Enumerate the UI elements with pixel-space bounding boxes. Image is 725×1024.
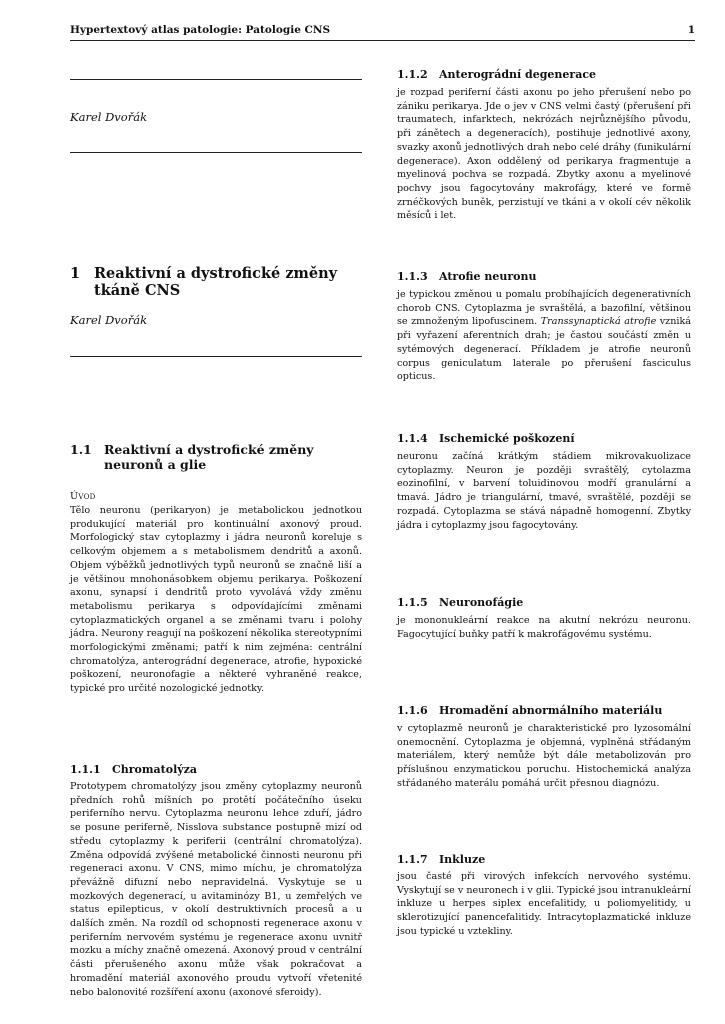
subsection-1-1-4-heading: [397, 432, 691, 445]
subsection-1-1-2-text: je rozpad periferní části axonu po jeho přerušení nebo po zániku perikarya. Jde o jev v CNS velmi častý (přerušení při traumatech, infarktech, nekrózách nejrůznějšího původu, při zánětech a degeneracích), postihuje jednotlivé axony, svazky axonů jednotlivých drah nebo celé dráhy (funikulární degenerace). Axon oddělený od perikarya fragmentuje a myelinová pochva se rozpadá. Zbytky axonu a myelinové pochvy jsou fagocytovány makrofágy, které ve formě zrnéčkových buněk, perzistují ve tkáni a v okolí cév několik měsíců i let.: [397, 87, 691, 222]
subsection-title: Anterográdní degenerace: [439, 68, 597, 81]
subsection-1-1-1-heading: [70, 763, 362, 776]
text-segment: je typickou změnou u pomalu probíhajících degenerativních chorob CNS. Cytoplazma je svraštělá, a bazofilní, většinou se zmnoženým lipofuscinem.: [397, 289, 691, 328]
subsection-number: 1.1.5: [397, 596, 428, 609]
chapter-author: Karel Dvořák: [70, 313, 148, 327]
subsection-1-1-7-text: jsou časté při virových infekcích nervového systému. Vyskytují se v neuronech i v glii. Typické jsou intranukleární inkluze u herpes siplex encefalitidy, u poliomyelitidy, u sklerotizující panencefalitidy. Intracytoplazmatické inkluze jsou typické u vztekliny.: [397, 871, 691, 937]
author-rule-bottom: [70, 152, 362, 153]
section-number: 1.1: [70, 442, 92, 457]
header-rule: [70, 40, 695, 41]
chapter-title: Reaktivní a dystrofické změny tkáně CNS: [94, 265, 338, 299]
subsection-title: Ischemické poškození: [439, 432, 575, 445]
subsection-title: Inkluze: [439, 853, 486, 866]
subsection-1-1-4-text: neuronu začíná krátkým stádiem mikrovakuolizace cytoplazmy. Neuron je později svraštělý, cytolazma eozinofilní, v barvení toluidinovou modří granulární a tmavá. Jádro je triangulární, tmavé, svraštělé, později se rozpadá. Cytoplazma se stává nápadně homogenní. Zbytky jádra i cytoplazmy jsou fagocytovány.: [397, 451, 691, 531]
author-rule-top: [70, 79, 362, 80]
subsection-title: Chromatolýza: [112, 763, 198, 776]
subsection-1-1-6-text: v cytoplazmě neuronů je charakteristické pro lyzosomální onemocnění. Cytoplazma je objemná, vyplněná střádaným materiálem, který nemůže být dále metabolizován pro příslušnou enzymatickou poruchu. Histochemická analýza střádaného materálu pomáhá určit přesnou diagnózu.: [397, 723, 691, 789]
subsection-number: 1.1.4: [397, 432, 428, 445]
subsection-number: 1.1.1: [70, 763, 101, 776]
subsection-title: Neuronofágie: [439, 596, 524, 609]
subsection-number: 1.1.7: [397, 853, 428, 866]
subsection-title: Hromadění abnormálního materiálu: [439, 704, 663, 717]
subsection-number: 1.1.3: [397, 270, 428, 283]
subsection-number: 1.1.2: [397, 68, 428, 81]
subsection-1-1-3-heading: [397, 270, 691, 283]
subsection-number: 1.1.6: [397, 704, 428, 717]
author-name: Karel Dvořák: [70, 110, 148, 124]
subsection-1-1-5-text: je mononukleární reakce na akutní nekrózu neuronu. Fagocytující buňky patří k makrofágovému systému.: [397, 615, 691, 640]
subsection-1-1-6-heading: [397, 704, 691, 717]
running-head: [70, 24, 695, 40]
subsection-1-1-1-text: Prototypem chromatolýzy jsou změny cytoplazmy neuronů předních rohů míšních po protětí počátečního úseku periferního nervu. Cytoplazma neuronu lehce zduří, jádro se posune periferně, Nisslova substance postupně mizí od středu cytoplazmy k periferii (centrální chromatolýza). Změna odpovídá zvýšené metabolické činnosti neuronu při regeneraci axonu. V CNS, mimo míchu, je chromatolýza převážně difuzní nebo nepravidelná. Vyskytuje se u mozkových degenerací, u avitaminózy B1, u zemřelých ve status epilepticus, v okolí destruktivních procesů a u dalších změn. Na rozdíl od schopnosti regenerace axonu v periferním nervovém systému je regenerace axonu uvnitř mozku a míchy značně omezená. Axonový proud v centrální části přerušeného axonu může však pokračovat a hromadění materiál axonového proudu vytvoří vřetenité nebo balonovité rozšíření axonu (axonové sferoidy).: [70, 781, 362, 998]
subsection-title: Atrofie neuronu: [439, 270, 537, 283]
text-emphasis: Transsynaptická atrofie: [540, 316, 657, 328]
chapter-heading: [70, 265, 362, 299]
page-number: 1: [687, 24, 695, 36]
text-segment: vzniká při vyřazení aferentních drah; je častou součástí změn u sytémových degenerací. Příkladem je atrofie neuronů corpus geniculatum laterale po přerušení fasciculus opticus.: [397, 316, 691, 383]
running-head-title: Hypertextový atlas patologie: Patologie CNS: [70, 24, 331, 36]
subsection-1-1-2-heading: [397, 68, 691, 81]
chapter-rule: [70, 356, 362, 357]
intro-label: Úvod: [70, 491, 96, 502]
chapter-number: 1: [70, 265, 81, 282]
section-title: Reaktivní a dystrofické změny neuronů a glie: [104, 442, 314, 472]
section-heading: [70, 442, 362, 472]
subsection-1-1-7-heading: [397, 853, 691, 866]
subsection-1-1-5-heading: [397, 596, 691, 609]
intro-paragraph: Tělo neuronu (perikaryon) je metabolickou jednotkou produkující materiál pro kontinuální axonový proud. Morfologický stav cytoplazmy i jádra neuronů koreluje s celkovým objemem a s metabolismem dendritů a axonů. Objem výběžků jednotlivých typů neuronů se značně liší a je většinou mnohonásobkem objemu perikarya. Poškození axonu, synapsí i dendritů proto vyvolává vždy změnu metabolismu perikarya s odpovídajícími změnami cytoplazmatických organel a se změnami tvaru i polohy jádra. Neurony reagují na poškození několika stereotypními morfologickými změnami; patří k nim zejména: centrální chromatolýza, anterográdní degenerace, atrofie, hypoxické poškození, neuronofagie a některé vyhraněné reakce, typické pro určité nozologické jednotky.: [70, 505, 362, 695]
subsection-1-1-3-text: [397, 288, 691, 384]
